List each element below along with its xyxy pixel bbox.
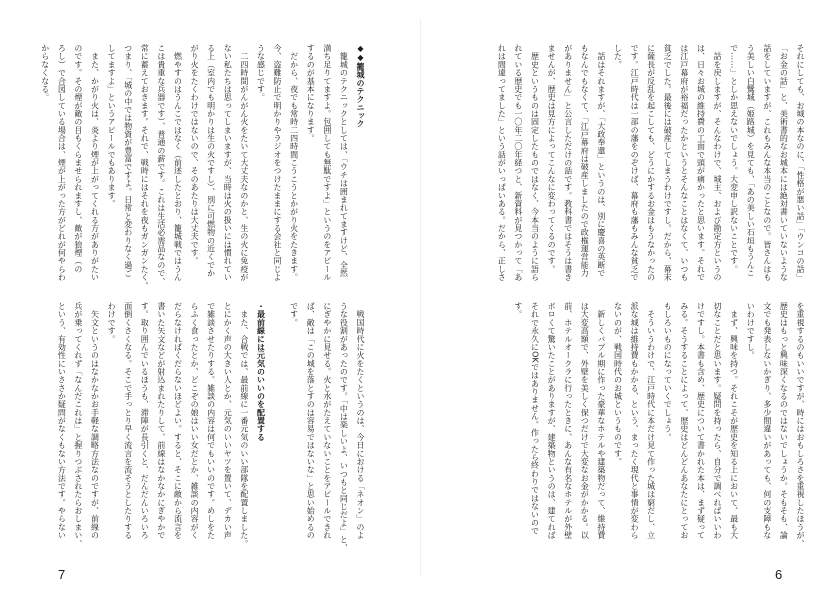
right-page-top-tier: [493, 44, 808, 294]
text-line: す。: [513, 302, 523, 319]
text-line: 面倒くさくなる。そこで手っとり早く流言を流そうとしたりする: [123, 302, 133, 540]
text-line: 矢文というのはなかなかお手軽な調略方法なのですが、前線の: [90, 302, 100, 540]
text-line: です。江戸時代は一部の藩をのぞけば、幕府も藩もみんな貧乏で: [630, 44, 640, 282]
text-line: 話はそれますが、「大政奉還」というのは、別に慶喜の英断で: [596, 44, 606, 278]
text-line: 戦国時代に火をたくというのは、今日における「ネオン」のよ: [356, 302, 365, 540]
text-line: に薩長が反乱を起こしても、どうにかするお金はもうなかったの: [646, 44, 656, 282]
text-line: 二四時間がんがん火をたいて大丈夫なのかと、生の火に免疫が: [239, 44, 249, 282]
text-line: けですし。本書も含め、歴史について書かれた本は、まず疑って: [696, 302, 706, 540]
text-line: は江戸幕府が裕福だったかというとそんなことはなくて、いつも: [679, 44, 689, 282]
text-line: う美しい白鷺城（姫路城）を見ても、「あの美しい石垣もうんこ: [746, 44, 756, 278]
text-line: いわけですし。: [746, 302, 756, 360]
text-line: 「お金の話」と、美術書的なお城本には絶対書いていないような: [779, 44, 789, 282]
text-line: は、日々お城の維持費の工面で頭が痛かったと思います。それで: [696, 44, 706, 282]
text-line: 歴史はもっと興味深くなるのではないでしょうか。そもそも、論: [779, 302, 789, 540]
text-line: す。取り囲んでいるほうも、滞陣が長引くと、だんだんいろいろ: [140, 302, 150, 540]
left-page-bottom-tier: [53, 302, 368, 552]
text-line: 書いた矢文などが射込まれたりして、前線はなかなかにぎやかで: [156, 302, 166, 540]
text-line: ボロくて驚いたことがありますが、建築物というのは、建てれば: [547, 302, 557, 540]
text-line: 話を戻しますが、そんなわけで、城主、および勘定方というの: [713, 44, 723, 282]
right-page: [420, 0, 840, 596]
text-line: [268, 302, 285, 552]
text-line: また、かがり火は、炎より煙が上がってくれる方がありがたい: [90, 44, 100, 282]
section-heading: ・最前線には元気のいいのを配置する: [256, 302, 266, 442]
text-line: だから、夜でも常時二四時間こうこうとかがり火をたきます。: [289, 44, 299, 282]
text-line: る上（室内でも明かりは生の火ですし）、別に可燃物の近くでか: [206, 44, 216, 278]
text-line: 前、ホテルオークラに行ったときに、あんな有名なホテルが外壁: [563, 302, 573, 540]
text-line: という、有効性にいささか疑問がなくもない方法です。やらない: [57, 302, 67, 540]
text-line: ない私たちは思ってしまいますが、当時は火の扱いには慣れてい: [223, 44, 233, 282]
text-line: で雑談させたりする。雑談の内容は何でもいいのです。めしをた: [206, 302, 216, 540]
text-line: こは貴重な兵器です）、普通の薪です。これは生活必需品なので、: [156, 44, 166, 286]
text-line: そういうわけで、江戸時代に本だけ見て作った城は窮だし、立: [646, 302, 656, 540]
text-line: した。: [613, 44, 623, 69]
text-line: 歴史というものは固定したものではなく、今本当のように語ら: [530, 44, 540, 282]
text-line: 今、盗難防止で明かりやラジオをつけたままにする会社と同じよ: [273, 44, 283, 282]
text-line: れは間違ってました」という話がいっぱいある。だから、正しさ: [497, 44, 507, 282]
text-line: がり火をたくわけではないので、そのあたりは大丈夫です。: [190, 44, 200, 265]
text-line: 話をしていますが、これもみんな本当のことなので。皆さんはも: [762, 44, 772, 282]
right-page-bottom-tier: [509, 302, 808, 552]
text-line: 新しくバブル期に作った豪華なホテルや建築物だって、維持費: [596, 302, 606, 540]
text-line: うな感じです。: [256, 44, 266, 102]
text-line: は大変高額で、外壁を美しく保つだけで大変なお金がかかる。以: [580, 302, 590, 540]
text-line: 貧乏でした。最後には破産してしまうわけですし。だから、幕末: [663, 44, 673, 282]
text-line: みる。そうすることによって、歴史はどんどんあなたにとってお: [679, 302, 689, 540]
text-line: ませんが、歴史は見方によってこんなに変わってくるのです。: [547, 44, 557, 274]
text-line: するのが基本になります。: [306, 44, 316, 143]
text-line: もなんでもなくて、「江戸幕府は破産しましたので政権運営能力: [580, 44, 590, 278]
text-line: らふく食ったとか、どこぞの娘はいい女だとか、雑談の内容がく: [190, 302, 200, 540]
text-line: にぎやかに見せる。火と水がたえていないことをアピールできれ: [322, 302, 332, 540]
text-line: 満ち足りてますよ。包囲しても無駄ですよ」というのをアピール: [322, 44, 332, 282]
text-line: で……」としか思えないでしょう。大変申し訳ないことです。: [729, 44, 739, 274]
text-line: ないのが、戦国時代のお城というものです。: [613, 302, 623, 466]
text-line: がありません」と公言しただけの話です。教科書ではそうは書き: [563, 44, 573, 282]
text-line: とにかく声の大きい人とか、元気のいいヤツを置いて、デカい声: [223, 302, 233, 540]
text-line: してますよ」というアピールでもあります。: [107, 44, 117, 208]
text-line: だらなければくだらないほどよい。すると、そこに敵から流言を: [173, 302, 183, 540]
text-line: からなくなる。: [40, 44, 50, 102]
text-line: 派な城は維持費もかかる、という、まったく現代と事情が変わら: [630, 302, 640, 540]
text-line: つまり、「城の中では物資が豊富ですよ。日常と変わりなく過ご: [123, 44, 133, 278]
text-line: 切なことだと思います。疑問を持ったら、自分で調べればいいわ: [713, 302, 723, 540]
text-line: わけです。: [107, 302, 117, 343]
text-line: また、合戦では、最前線に一番元気のいい部隊を配置しました。: [239, 302, 249, 548]
text-line: まず、興味を持つ。それこそが歴史を知る上において、最も大: [729, 302, 739, 540]
text-line: 常に蓄えておきます。それで、戦時にはそれを夜もガンガンたく。: [140, 44, 150, 290]
text-line: を重視するのもいいですが、時にはおもしろさを重視したほうが、: [796, 302, 805, 548]
text-line: 文でも発表しないかぎり、多少間違いがあっても、何の支障もな: [762, 302, 772, 540]
left-page-top-tier: [36, 44, 368, 294]
text-line: 燃やすのはうんこではなく（前述したとおり、籠城戦ではうん: [173, 44, 183, 282]
section-heading: ◆◆籠城のテクニック: [356, 44, 365, 128]
text-line: それにしても、お城の本なのに、「性格が悪い話」「ウンコの話」: [796, 44, 805, 282]
text-line: 兵が乗ってくれず「なんだこれは」と握りつぶされたらおしまい、: [73, 302, 83, 548]
page-number-right: 6: [775, 567, 783, 582]
text-line: うな役割があったのです。「中は楽しいよ、いつもと同じだよ」と、: [339, 302, 349, 552]
text-line: ろし）で合図している場合は、煙が上がった方がどれが何やらわ: [57, 44, 67, 282]
text-line: もしろいものになっていくでしょう。: [663, 302, 673, 442]
text-line: のです。その煙が敵の目もくらませられますし、敵が狼煙（の: [73, 44, 83, 274]
text-line: それで永久にOKではありません。作ったら終わりではないので: [530, 302, 540, 535]
text-line: ば、敵は「この城を落とすのは容易ではないな」と思い始めるの: [306, 302, 316, 540]
text-line: です。: [289, 302, 299, 327]
page-number-left: 7: [58, 567, 66, 582]
text-line: 籠城のテクニックとしては、「ウチは囲まれてますけど、全然: [339, 44, 349, 278]
text-line: れている歴史でも一〇年二〇年経つと、新資料が見つかって「あ: [513, 44, 523, 282]
